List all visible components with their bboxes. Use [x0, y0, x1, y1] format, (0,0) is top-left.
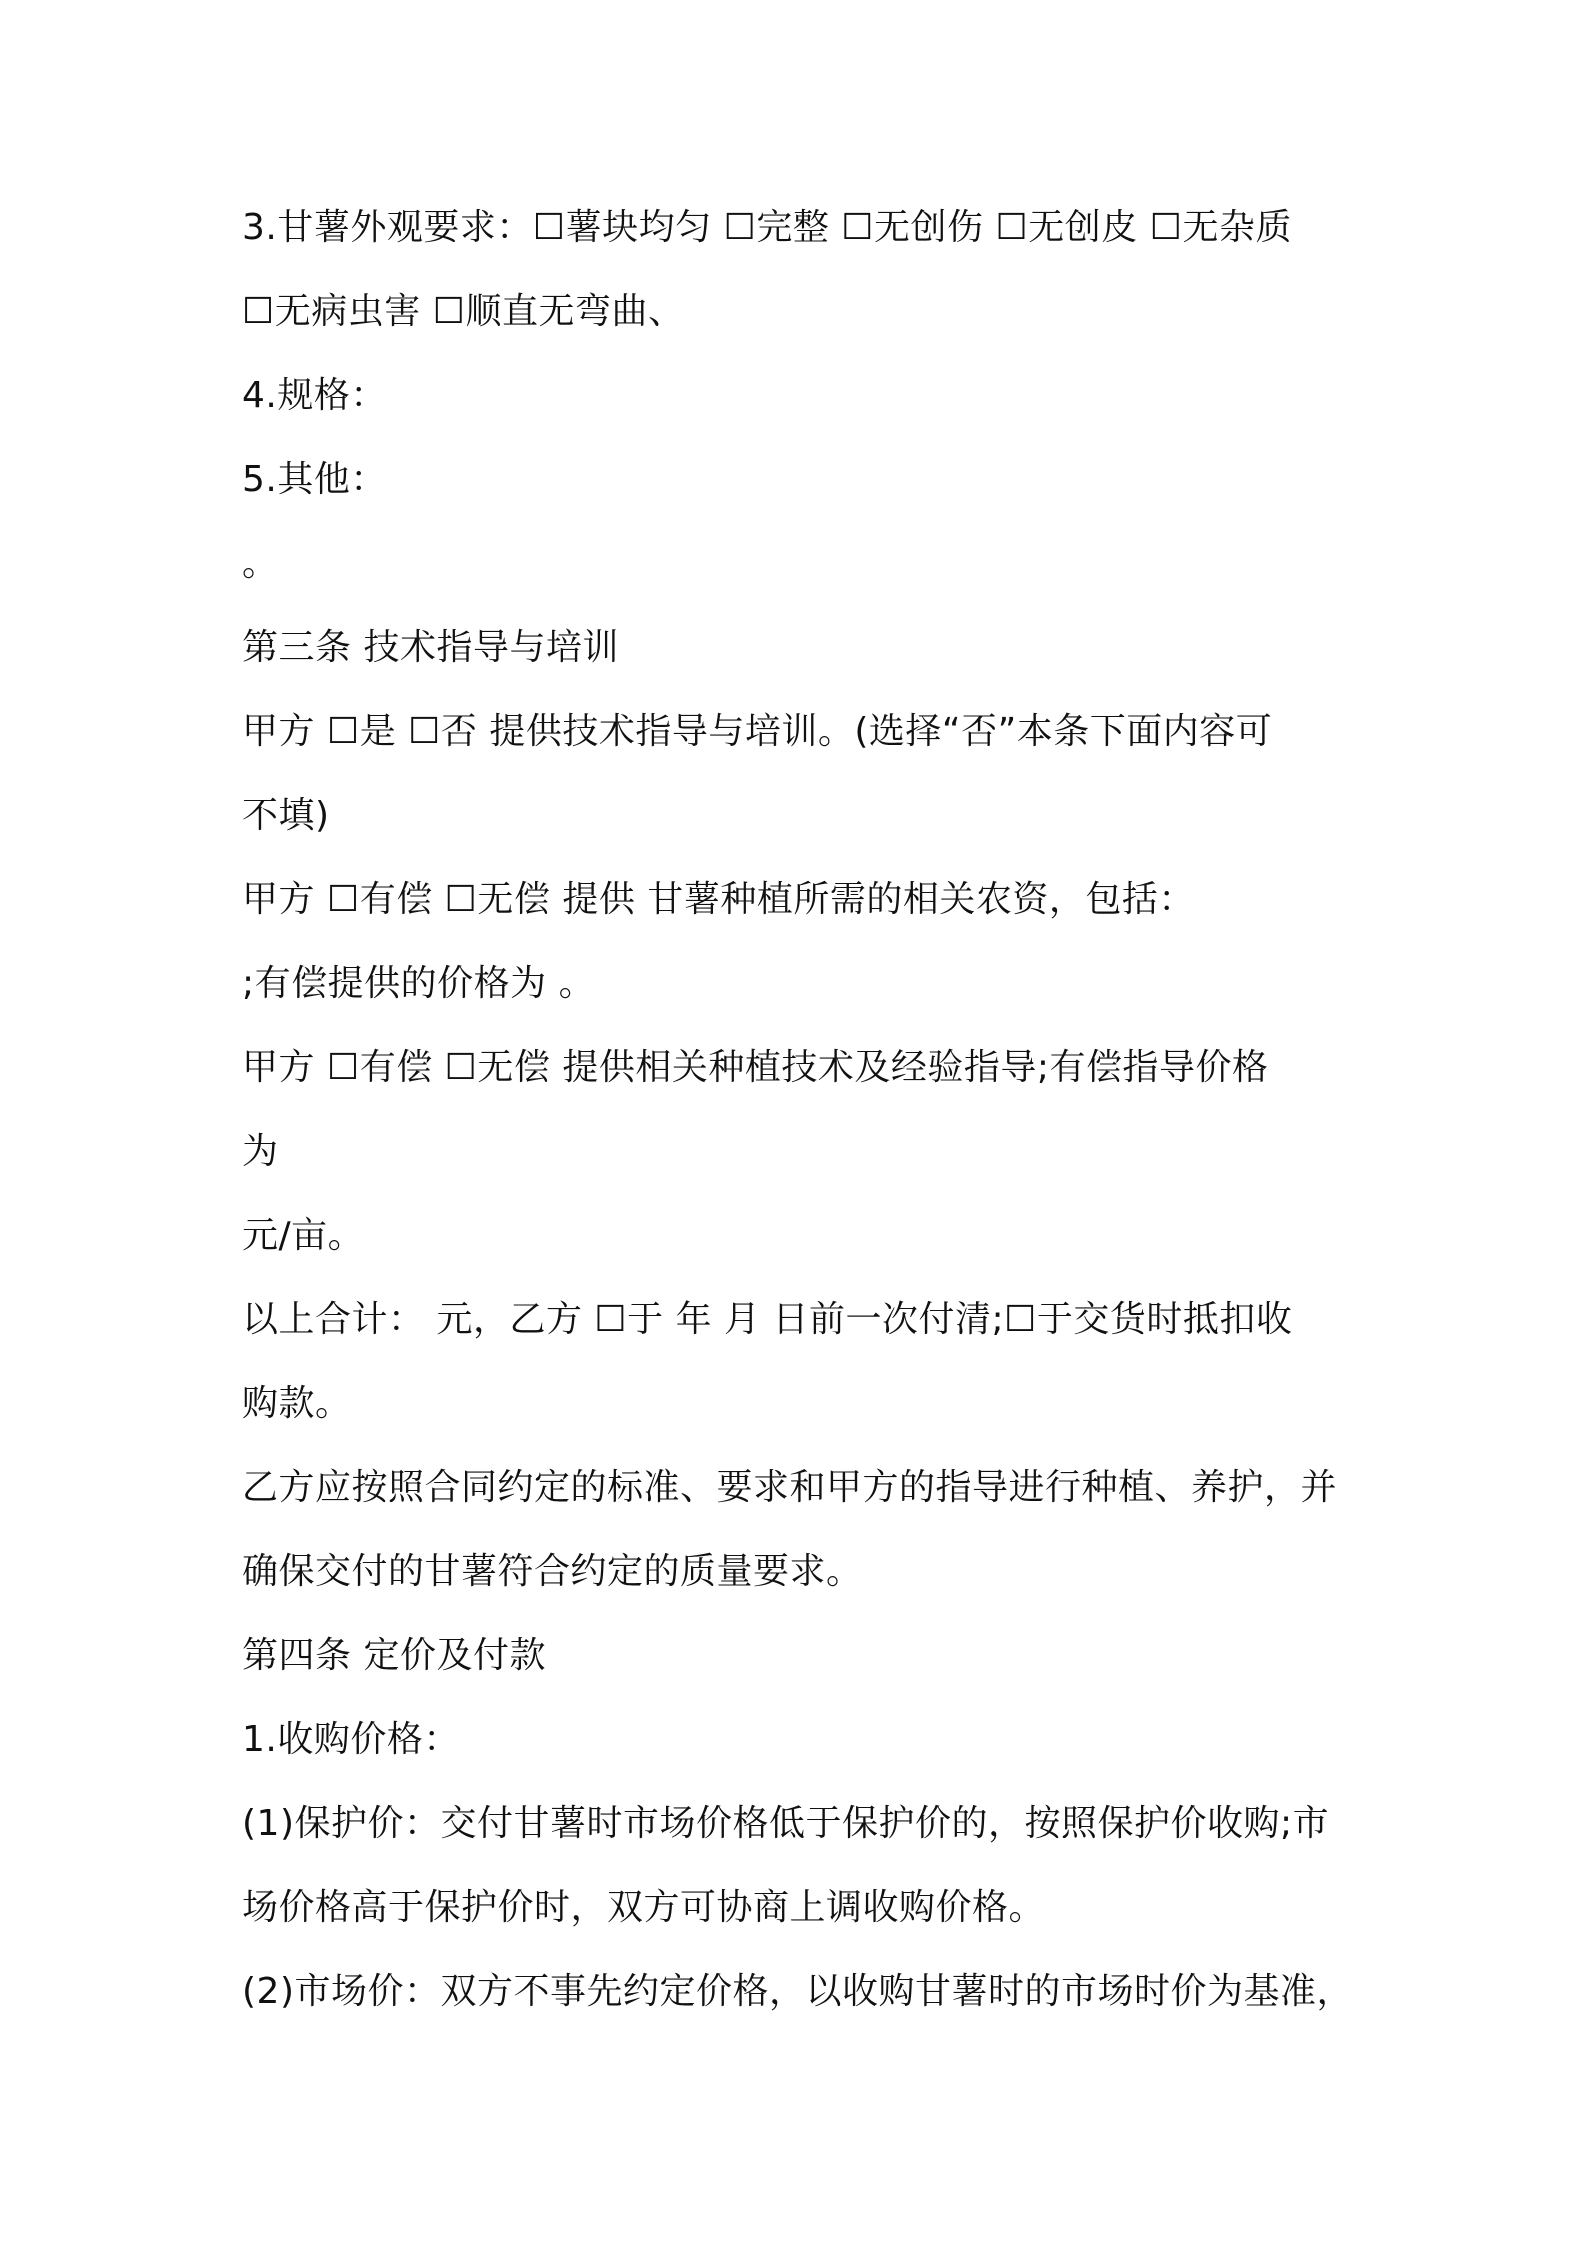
article-3-total-line-1: 以上合计： 元，乙方 ☐于 年 月 日前一次付清;☐于交货时抵扣收: [242, 1299, 1293, 1340]
article-3-para-5-line-1: 乙方应按照合同约定的标准、要求和甲方的指导进行种植、养护，并: [242, 1467, 1338, 1508]
article-4-purchase-price: 1.收购价格：: [242, 1719, 460, 1760]
article-4-heading: 第四条 定价及付款: [242, 1635, 546, 1676]
article-3-para-4-line-2: 为: [242, 1131, 279, 1172]
article-4-market-price-line-1: (2)市场价：双方不事先约定价格，以收购甘薯时的市场时价为基准，: [242, 1971, 1353, 2012]
article-3-total-line-2: 购款。: [242, 1383, 352, 1424]
article-4-protect-price-line-2: 场价格高于保护价时，双方可协商上调收购价格。: [242, 1887, 1046, 1928]
clause-3-appearance-line-1: 3.甘薯外观要求：☐薯块均匀 ☐完整 ☐无创伤 ☐无创皮 ☐无杂质: [242, 207, 1292, 248]
article-3-para-4-line-3: 元/亩。: [242, 1215, 365, 1256]
article-4-protect-price-line-1: (1)保护价：交付甘薯时市场价格低于保护价的，按照保护价收购;市: [242, 1803, 1330, 1844]
article-3-para-2: 甲方 ☐有偿 ☐无偿 提供 甘薯种植所需的相关农资，包括：: [242, 879, 1195, 920]
clause-4-spec: 4.规格：: [242, 375, 387, 416]
clause-5-other: 5.其他：: [242, 459, 387, 500]
article-3-para-4-line-1: 甲方 ☐有偿 ☐无偿 提供相关种植技术及经验指导;有偿指导价格: [242, 1047, 1269, 1088]
article-3-para-5-line-2: 确保交付的甘薯符合约定的质量要求。: [242, 1551, 863, 1592]
article-3-para-1-line-2: 不填): [242, 795, 330, 836]
period-line: 。: [242, 543, 279, 584]
article-3-heading: 第三条 技术指导与培训: [242, 627, 619, 668]
article-3-para-3: ;有偿提供的价格为 。: [242, 963, 596, 1004]
clause-3-appearance-line-2: ☐无病虫害 ☐顺直无弯曲、: [242, 291, 685, 332]
article-3-para-1-line-1: 甲方 ☐是 ☐否 提供技术指导与培训。(选择“否”本条下面内容可: [242, 711, 1273, 752]
